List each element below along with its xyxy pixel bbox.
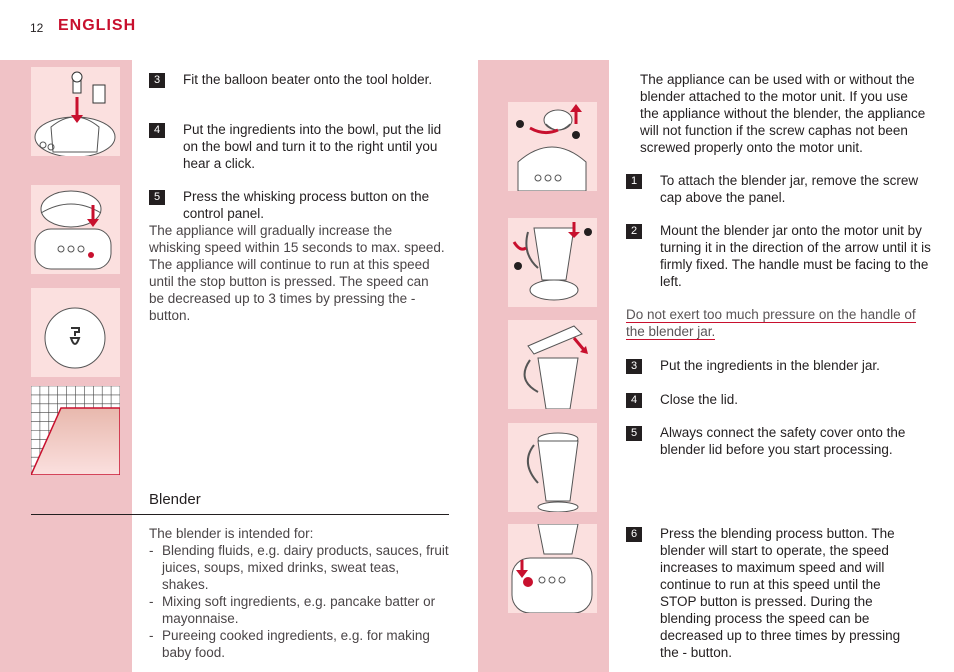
step-number: 4 xyxy=(626,393,642,408)
list-item-text: Pureeing cooked ingredients, e.g. for making baby food. xyxy=(162,628,430,660)
blend-button-illustration xyxy=(508,524,597,613)
list-item-text: Blending fluids, e.g. dairy products, sauces, fruit juices, soups, mixed drinks, sweat teas, shakes. xyxy=(162,543,449,592)
step-text: Fit the balloon beater onto the tool holder. xyxy=(183,72,433,87)
section-heading: Blender xyxy=(149,491,201,508)
page-number: 12 xyxy=(30,21,44,35)
bowl-lid-illustration xyxy=(31,185,120,274)
blender-uses-list xyxy=(149,542,449,661)
step-text: Put the ingredients into the bowl, put the lid on the bowl and turn it to the right until you hear a click. xyxy=(183,122,442,171)
list-item-text: Mixing soft ingredients, e.g. pancake batter or mayonnaise. xyxy=(162,594,436,626)
list-item: - Pureeing cooked ingredients, e.g. for making baby food. xyxy=(149,628,430,660)
step-number: 6 xyxy=(626,527,642,542)
warning-text: Do not exert too much pressure on the handle of the blender jar. xyxy=(626,307,916,339)
section-divider xyxy=(31,514,449,515)
mount-jar-illustration xyxy=(508,218,597,307)
whisk-button-icon xyxy=(31,288,120,377)
step-number: 2 xyxy=(626,224,642,239)
step-text: To attach the blender jar, remove the screw cap above the panel. xyxy=(660,173,919,205)
blender-intro: The blender is intended for: xyxy=(149,526,314,541)
step-number: 5 xyxy=(149,190,165,205)
list-item: - Blending fluids, e.g. dairy products, sauces, fruit juices, soups, mixed drinks, sweat teas, shakes. xyxy=(149,543,449,592)
blender-intro-paragraph: The appliance can be used with or without the blender attached to the motor unit. If you use the appliance without the blender, the appliance will not function if the screw caphas not been screwed properly onto the motor unit. xyxy=(640,72,926,155)
list-item: - Mixing soft ingredients, e.g. pancake batter or mayonnaise. xyxy=(149,594,436,626)
balloon-beater-illustration xyxy=(31,67,120,156)
speed-graph-illustration xyxy=(31,386,120,475)
step-text: Press the whisking process button on the control panel. xyxy=(183,189,430,221)
language-heading: ENGLISH xyxy=(58,17,137,34)
step-number: 3 xyxy=(149,73,165,88)
step-text: Put the ingredients in the blender jar. xyxy=(660,358,880,373)
screw-cap-illustration xyxy=(508,102,597,191)
step-number: 1 xyxy=(626,174,642,189)
step-number: 4 xyxy=(149,123,165,138)
close-lid-illustration xyxy=(508,320,597,409)
step-text: Close the lid. xyxy=(660,392,739,407)
step-text: Mount the blender jar onto the motor unit by turning it in the direction of the arrow until it is firmly fixed. The handle must be facing to the left. xyxy=(660,223,931,289)
step-text: Always connect the safety cover onto the blender lid before you start processing. xyxy=(660,425,906,457)
warning-note xyxy=(626,306,926,340)
whisk-note: The appliance will gradually increase the whisking speed within 15 seconds to max. speed. The appliance will continue to run at this speed until the stop button is pressed. The speed can be decreased up to 3 times by pressing the - button. xyxy=(149,223,445,323)
step-number: 3 xyxy=(626,359,642,374)
step-number: 5 xyxy=(626,426,642,441)
safety-cover-illustration xyxy=(508,423,597,512)
step-text: Press the blending process button. The blender will start to operate, the speed increases to maximum speed and will continue to run at this speed until the STOP button is pressed. During the blending process the speed can be decreased up to three times by pressing the - button. xyxy=(660,526,901,660)
